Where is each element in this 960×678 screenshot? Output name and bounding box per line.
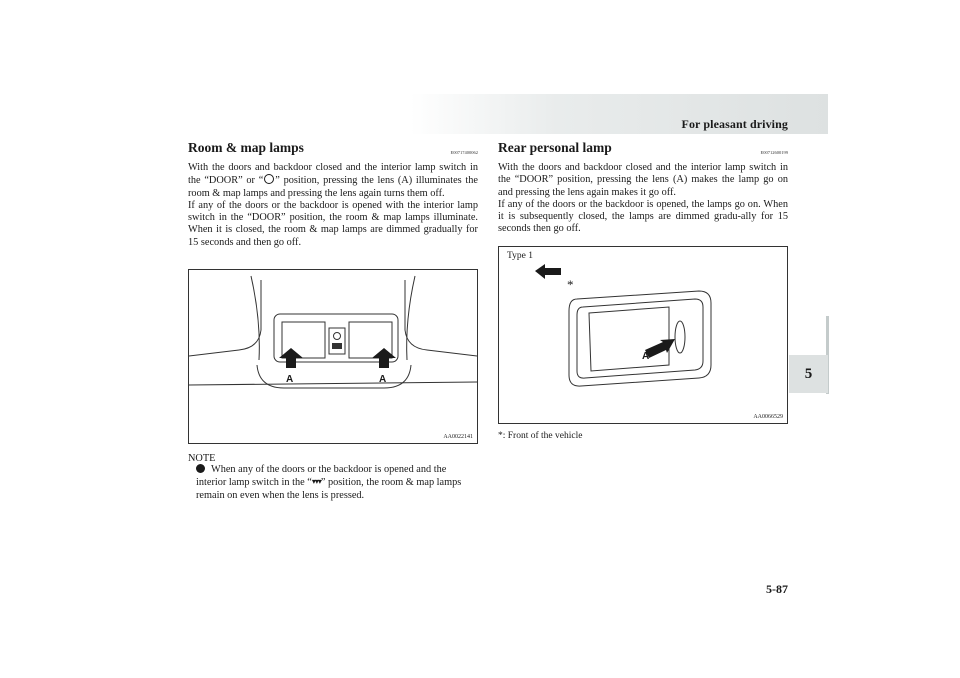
note-item bbox=[196, 464, 478, 502]
text-run: When any of the doors or the backdoor is opened and the interior lamp switch in the “ bbox=[196, 464, 447, 489]
rear-personal-lamp-figure bbox=[498, 246, 788, 424]
text-run: ” position, the room & map lamps remain on even when the lens is pressed. bbox=[196, 477, 462, 501]
footnote: *: Front of the vehicle bbox=[498, 431, 583, 441]
section-header bbox=[498, 140, 788, 160]
section-title: Room & map lamps bbox=[188, 140, 304, 155]
text-run: ” position, pressing the lens (A) illuminates the room & map lamps and pressing the lens again turns them off. bbox=[188, 175, 478, 199]
text-run: With the doors and backdoor closed and the interior lamp switch in the “DOOR” or “ bbox=[188, 162, 478, 187]
rear-personal-lamp-illustration bbox=[499, 247, 787, 423]
section-code: E00712600199 bbox=[760, 150, 788, 155]
right-column bbox=[498, 140, 788, 236]
room-map-lamp-illustration bbox=[189, 270, 477, 443]
paragraph: With the doors and backdoor closed and the interior lamp switch in the “DOOR” position, pressing the lens (A) makes the lamp go on and pressing the lens again makes it go off. bbox=[498, 162, 788, 198]
running-header: For pleasant driving bbox=[681, 117, 788, 131]
bullet-icon bbox=[196, 464, 205, 473]
section-tab: 5 bbox=[789, 355, 828, 393]
room-map-lamp-figure bbox=[188, 269, 478, 444]
paragraph: If any of the doors or the backdoor is opened with the interior lamp switch in the “DOOR” position, the room & map lamps illuminate. When it is closed, the room & map lamps are dimmed gradually for 15 seconds and then go off. bbox=[188, 199, 478, 248]
section-title: Rear personal lamp bbox=[498, 140, 612, 155]
page-number: 5-87 bbox=[766, 582, 788, 596]
lamp-on-icon: ▾▾▾ bbox=[311, 477, 321, 487]
note-title: NOTE bbox=[188, 453, 216, 464]
front-marker: * bbox=[567, 277, 574, 292]
section-header bbox=[188, 140, 478, 160]
figure-type-label: Type 1 bbox=[507, 251, 533, 261]
paragraph bbox=[188, 162, 478, 200]
paragraph: If any of the doors or the backdoor is opened, the lamps go on. When it is subsequently closed, the lamps are dimmed gradu-ally for 15 seconds then go off. bbox=[498, 198, 788, 235]
left-column bbox=[188, 140, 478, 249]
lens-label: A bbox=[379, 374, 387, 385]
lens-label: A bbox=[642, 351, 650, 362]
off-position-icon bbox=[264, 174, 274, 184]
figure-code: AA0066529 bbox=[753, 414, 783, 420]
lens-label: A bbox=[286, 374, 294, 385]
section-code: E00717400062 bbox=[450, 150, 478, 155]
figure-code: AA0022141 bbox=[443, 434, 473, 440]
